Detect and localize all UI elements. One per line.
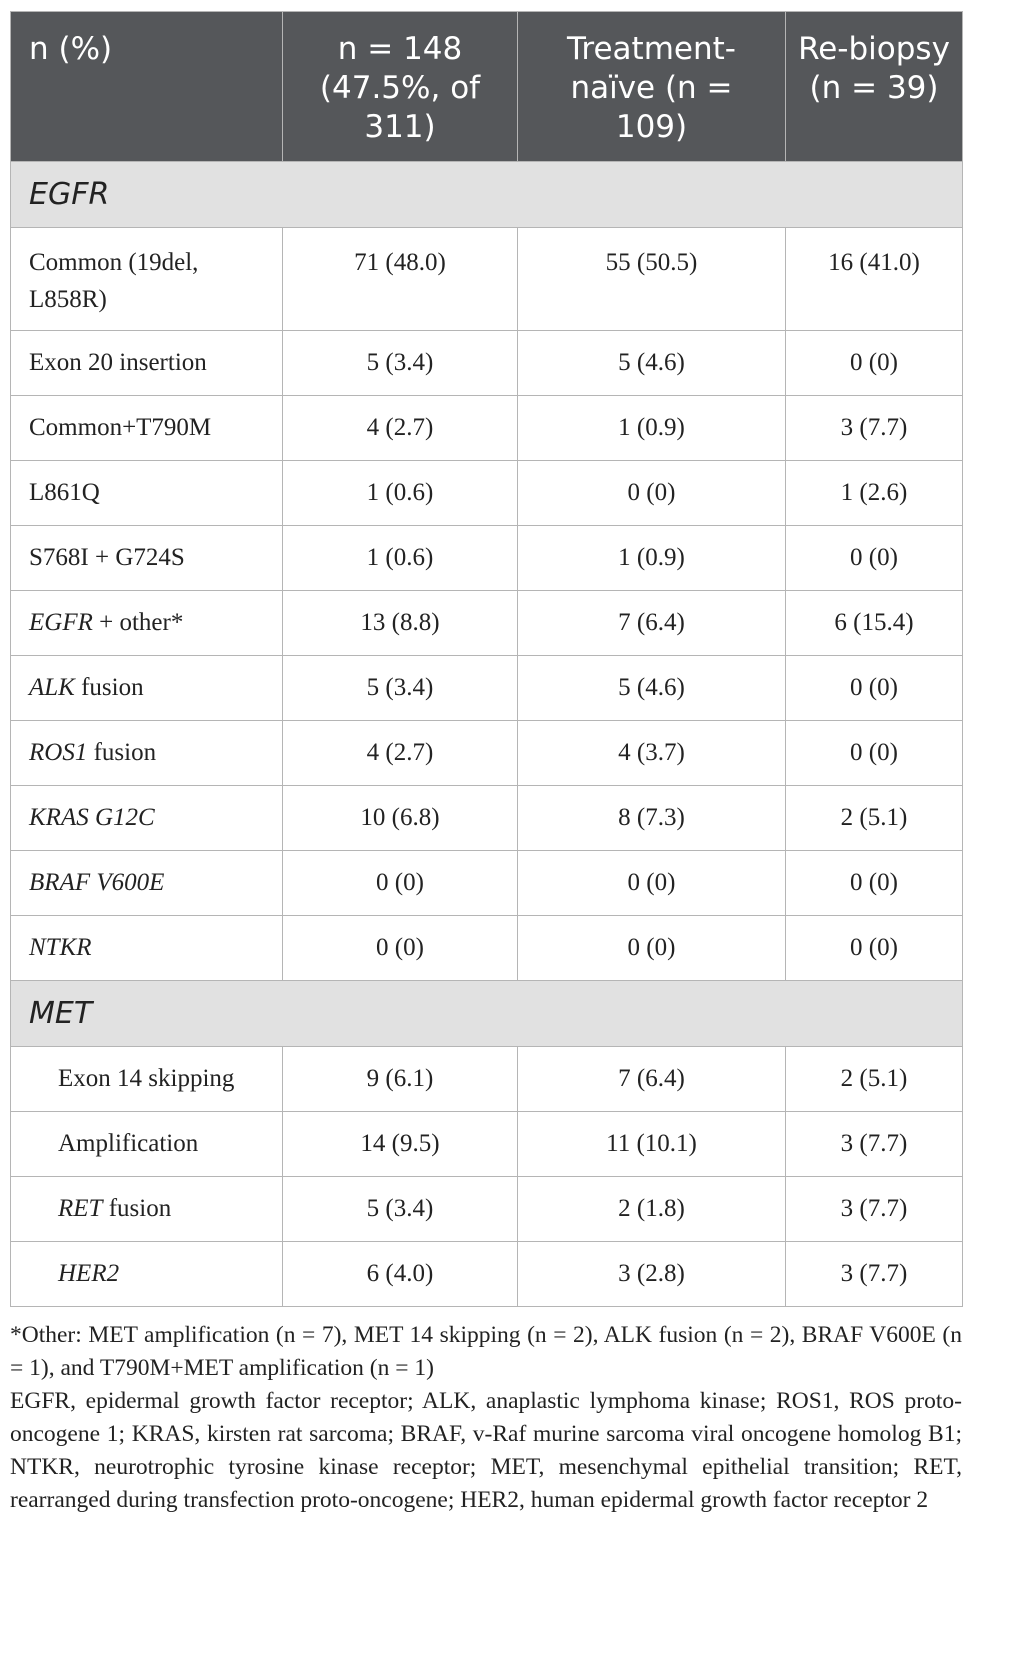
row-label: [11, 721, 283, 786]
cell-naive: 5 (4.6): [518, 656, 786, 721]
cell-total: 4 (2.7): [283, 396, 518, 461]
row-label-gene: KRAS G12C: [29, 804, 155, 831]
table-row: [11, 331, 963, 396]
table-row: [11, 656, 963, 721]
row-label: Common+T790M: [11, 396, 283, 461]
row-label: [11, 786, 283, 851]
cell-total: 5 (3.4): [283, 331, 518, 396]
cell-total: 6 (4.0): [283, 1242, 518, 1307]
cell-rebiopsy: 2 (5.1): [786, 1047, 963, 1112]
cell-naive: 1 (0.9): [518, 396, 786, 461]
table-footnotes: [10, 1319, 962, 1517]
cell-naive: 8 (7.3): [518, 786, 786, 851]
cell-rebiopsy: 0 (0): [786, 656, 963, 721]
table-row: [11, 916, 963, 981]
row-label-gene: BRAF V600E: [29, 869, 165, 896]
table-row: [11, 1242, 963, 1307]
cell-rebiopsy: 0 (0): [786, 331, 963, 396]
cell-total: 14 (9.5): [283, 1112, 518, 1177]
table-row: [11, 721, 963, 786]
cell-rebiopsy: 16 (41.0): [786, 228, 963, 331]
table-row: [11, 1047, 963, 1112]
section-title-met: MET: [11, 981, 963, 1047]
row-label: [11, 591, 283, 656]
cell-rebiopsy: 0 (0): [786, 916, 963, 981]
mutation-table: [10, 11, 963, 1307]
row-label-gene: HER2: [58, 1260, 120, 1287]
cell-naive: 4 (3.7): [518, 721, 786, 786]
cell-naive: 2 (1.8): [518, 1177, 786, 1242]
header-row: [11, 12, 963, 162]
table-container: [10, 11, 962, 1517]
cell-rebiopsy: 0 (0): [786, 721, 963, 786]
row-label-gene: ROS1: [29, 739, 88, 766]
cell-naive: 0 (0): [518, 916, 786, 981]
cell-rebiopsy: 3 (7.7): [786, 1177, 963, 1242]
header-n-percent: n (%): [11, 12, 283, 162]
row-label: [11, 916, 283, 981]
cell-rebiopsy: 6 (15.4): [786, 591, 963, 656]
table-row: [11, 228, 963, 331]
row-label-suffix: fusion: [87, 739, 157, 766]
cell-naive: 1 (0.9): [518, 526, 786, 591]
section-title-egfr: EGFR: [11, 162, 963, 228]
row-label-gene: ALK: [29, 674, 75, 701]
row-label-suffix: fusion: [74, 674, 144, 701]
row-label: S768I + G724S: [11, 526, 283, 591]
row-label: [11, 851, 283, 916]
cell-total: 10 (6.8): [283, 786, 518, 851]
cell-naive: 3 (2.8): [518, 1242, 786, 1307]
footnote-other: *Other: MET amplification (n = 7), MET 14 skipping (n = 2), ALK fusion (n = 2), BRAF V600E (n = 1), and T790M+MET amplification (n = 1): [10, 1322, 962, 1381]
cell-rebiopsy: 0 (0): [786, 851, 963, 916]
table-row: [11, 851, 963, 916]
table-row: [11, 1177, 963, 1242]
cell-total: 1 (0.6): [283, 526, 518, 591]
table-row: [11, 591, 963, 656]
cell-rebiopsy: 3 (7.7): [786, 396, 963, 461]
row-label-gene: NTKR: [29, 934, 92, 961]
cell-total: 71 (48.0): [283, 228, 518, 331]
cell-total: 5 (3.4): [283, 656, 518, 721]
table-row: [11, 786, 963, 851]
cell-total: 0 (0): [283, 916, 518, 981]
cell-rebiopsy: 2 (5.1): [786, 786, 963, 851]
row-label: Exon 14 skipping: [11, 1047, 283, 1112]
row-label: Common (19del, L858R): [11, 228, 283, 331]
cell-naive: 0 (0): [518, 461, 786, 526]
table-row: [11, 526, 963, 591]
cell-total: 4 (2.7): [283, 721, 518, 786]
footnote-abbreviations: EGFR, epidermal growth factor receptor; ALK, anaplastic lymphoma kinase; ROS1, ROS proto-oncogene 1; KRAS, kirsten rat sarcoma; BRAF, v-Raf murine sarcoma viral oncogene homolog B1; NTKR, neurotrophic tyrosine kinase receptor; MET, mesenchymal epithelial transition; RET, rearranged during transfection proto-oncogene; HER2, human epidermal growth factor receptor 2: [10, 1388, 962, 1513]
cell-naive: 7 (6.4): [518, 1047, 786, 1112]
cell-rebiopsy: 3 (7.7): [786, 1112, 963, 1177]
row-label: L861Q: [11, 461, 283, 526]
row-label: [11, 1242, 283, 1307]
section-row-egfr: [11, 162, 963, 228]
cell-total: 0 (0): [283, 851, 518, 916]
header-treatment-naive: Treatment-naïve (n = 109): [518, 12, 786, 162]
row-label: [11, 656, 283, 721]
cell-total: 9 (6.1): [283, 1047, 518, 1112]
row-label-gene: EGFR: [29, 609, 93, 636]
row-label-suffix: fusion: [102, 1195, 172, 1222]
row-label-gene: RET: [58, 1195, 103, 1222]
cell-rebiopsy: 3 (7.7): [786, 1242, 963, 1307]
header-total: n = 148 (47.5%, of 311): [283, 12, 518, 162]
header-rebiopsy: Re-biopsy (n = 39): [786, 12, 963, 162]
cell-naive: 55 (50.5): [518, 228, 786, 331]
cell-total: 1 (0.6): [283, 461, 518, 526]
cell-rebiopsy: 1 (2.6): [786, 461, 963, 526]
cell-total: 13 (8.8): [283, 591, 518, 656]
table-row: [11, 1112, 963, 1177]
cell-naive: 11 (10.1): [518, 1112, 786, 1177]
row-label: [11, 1177, 283, 1242]
cell-naive: 5 (4.6): [518, 331, 786, 396]
section-row-met: [11, 981, 963, 1047]
row-label: Amplification: [11, 1112, 283, 1177]
table-row: [11, 461, 963, 526]
cell-naive: 7 (6.4): [518, 591, 786, 656]
row-label-suffix: + other*: [92, 609, 184, 636]
cell-total: 5 (3.4): [283, 1177, 518, 1242]
cell-naive: 0 (0): [518, 851, 786, 916]
table-row: [11, 396, 963, 461]
row-label: Exon 20 insertion: [11, 331, 283, 396]
cell-rebiopsy: 0 (0): [786, 526, 963, 591]
